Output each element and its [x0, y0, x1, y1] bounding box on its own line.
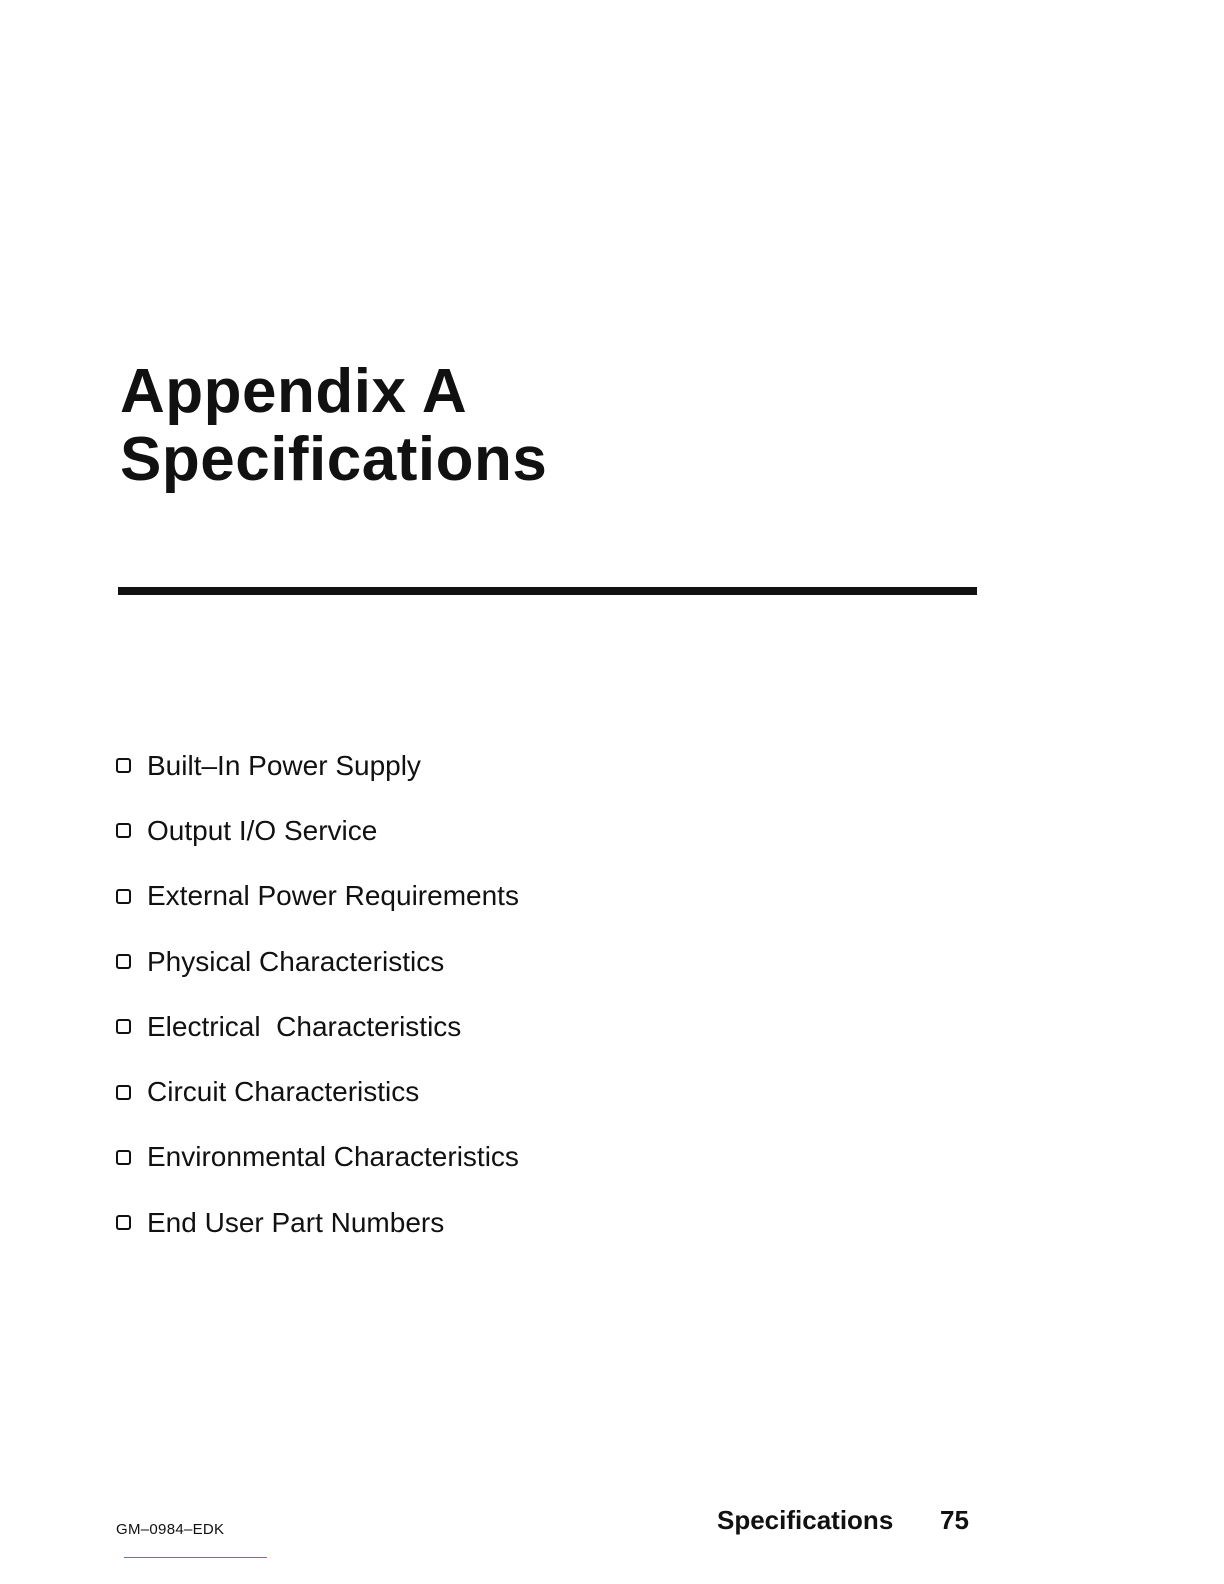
list-item	[116, 798, 519, 863]
topic-label: Output I/O Service	[147, 814, 378, 846]
topic-label: Physical Characteristics	[147, 945, 445, 977]
list-item	[116, 864, 519, 929]
list-item	[116, 1059, 519, 1124]
list-item	[116, 1190, 519, 1255]
topic-label: Environmental Characteristics	[147, 1141, 519, 1173]
square-bullet-icon	[116, 758, 131, 773]
document-code: GM–0984–EDK	[116, 1521, 225, 1538]
topic-label: Built–In Power Supply	[147, 749, 421, 781]
list-item	[116, 994, 519, 1059]
topic-label: End User Part Numbers	[147, 1206, 445, 1238]
topic-label: Electrical Characteristics	[147, 1010, 462, 1042]
chapter-title: Specifications	[120, 425, 548, 494]
footer-section-title: Specifications	[717, 1505, 894, 1535]
page-number: 75	[940, 1505, 969, 1535]
chapter-heading	[120, 358, 547, 494]
list-item	[116, 733, 519, 798]
list-item	[116, 1125, 519, 1190]
square-bullet-icon	[116, 1085, 131, 1100]
square-bullet-icon	[116, 1150, 131, 1165]
appendix-label: Appendix A	[120, 357, 468, 426]
footer-divider	[124, 1557, 267, 1558]
square-bullet-icon	[116, 1215, 131, 1230]
topic-label: Circuit Characteristics	[147, 1076, 420, 1108]
topic-list	[116, 733, 519, 1255]
square-bullet-icon	[116, 889, 131, 904]
square-bullet-icon	[116, 954, 131, 969]
list-item	[116, 929, 519, 994]
square-bullet-icon	[116, 823, 131, 838]
topic-label: External Power Requirements	[147, 880, 519, 912]
square-bullet-icon	[116, 1019, 131, 1034]
heading-rule	[118, 587, 977, 595]
